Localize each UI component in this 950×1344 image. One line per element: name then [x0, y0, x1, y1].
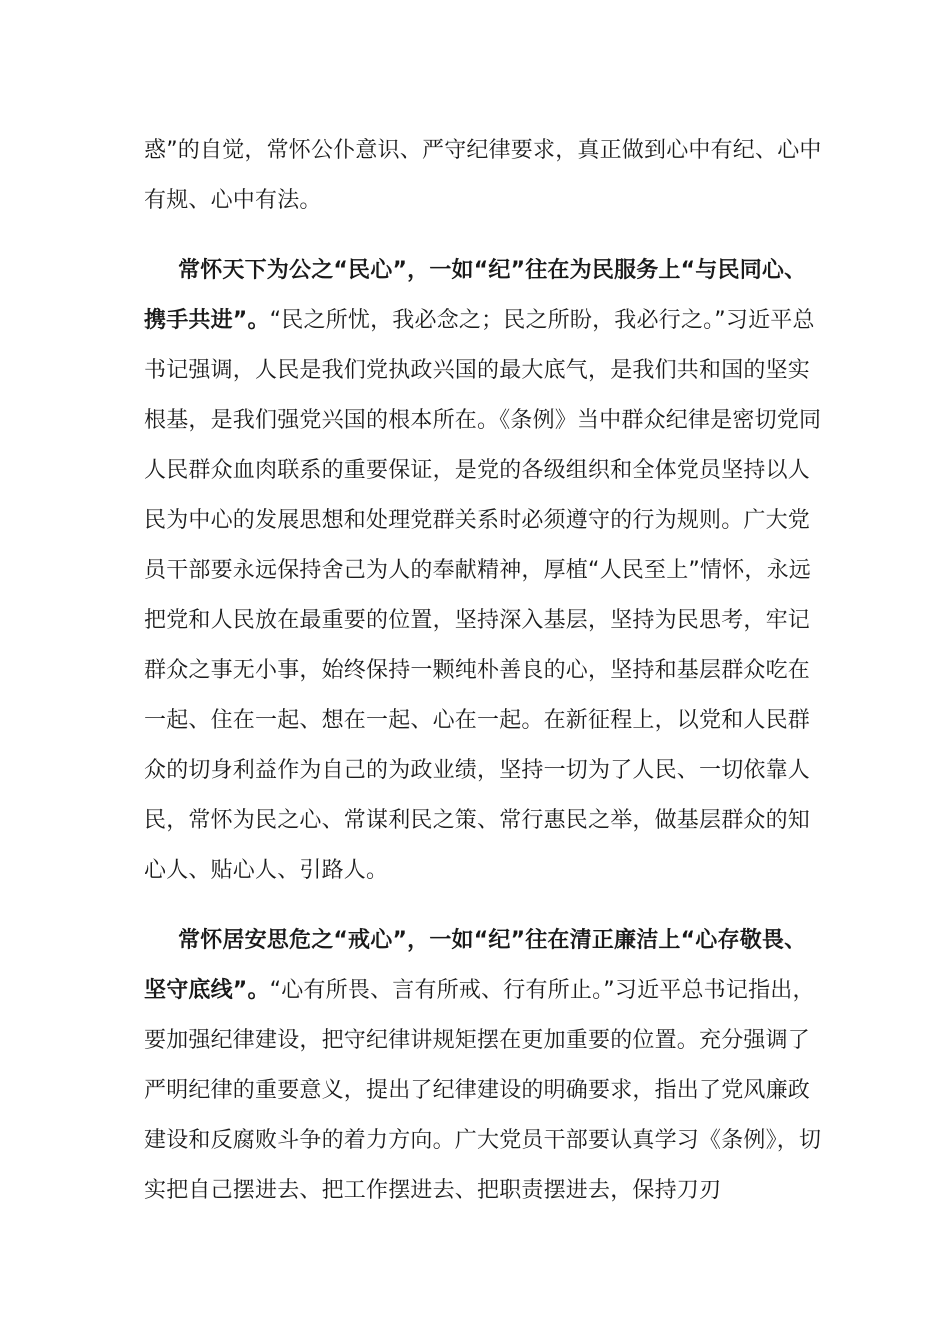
paragraph-3-heading: 常怀居安思危之“戒心”，一如“纪”往在清正廉洁上“心存敬畏、坚守底线”。: [144, 928, 807, 1003]
paragraph-3-text: “心有所畏、言有所戒、行有所止。”习近平总书记指出，要加强纪律建设，把守纪律讲规矩摆在更加重要的位置。充分强调了严明纪律的重要意义，提出了纪律建设的明确要求，指出了党风廉政建设和反腐败斗争的着力方向。广大党员干部要认真学习《条例》，切实把自己摆进去、把工作摆进去、把职责摆进去，保持刀刃: [144, 978, 822, 1203]
paragraph-2: [144, 246, 824, 896]
paragraph-3: [144, 916, 824, 1216]
paragraph-1-text: 惑”的自觉，常怀公仆意识、严守纪律要求，真正做到心中有纪、心中有规、心中有法。: [144, 138, 822, 213]
document-body: [144, 126, 824, 1216]
paragraph-1: [144, 126, 824, 226]
paragraph-2-text: “民之所忧，我必念之；民之所盼，我必行之。”习近平总书记强调，人民是我们党执政兴国的最大底气，是我们共和国的坚实根基，是我们强党兴国的根本所在。《条例》当中群众纪律是密切党同人民群众血肉联系的重要保证，是党的各级组织和全体党员坚持以人民为中心的发展思想和处理党群关系时必须遵守的行为规则。广大党员干部要永远保持舍己为人的奉献精神，厚植“人民至上”情怀，永远把党和人民放在最重要的位置，坚持深入基层，坚持为民思考，牢记群众之事无小事，始终保持一颗纯朴善良的心，坚持和基层群众吃在一起、住在一起、想在一起、心在一起。在新征程上，以党和人民群众的切身利益作为自己的为政业绩，坚持一切为了人民、一切依靠人民，常怀为民之心、常谋利民之策、常行惠民之举，做基层群众的知心人、贴心人、引路人。: [144, 308, 822, 883]
paragraph-2-heading: 常怀天下为公之“民心”，一如“纪”往在为民服务上“与民同心、携手共进”。: [144, 258, 807, 333]
